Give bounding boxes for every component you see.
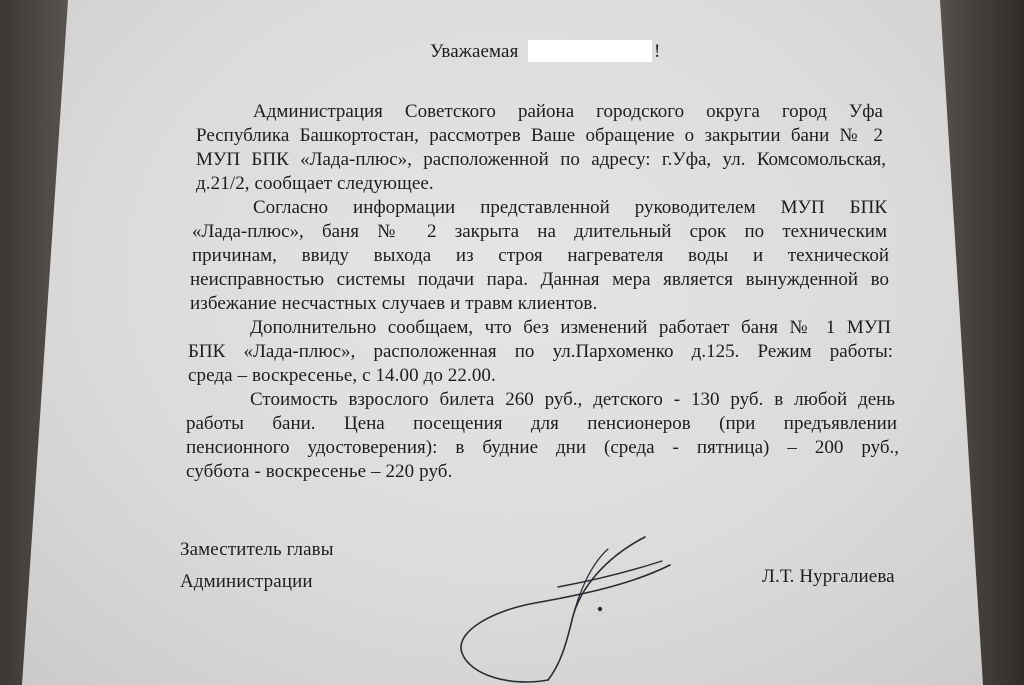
p4-line-1: Стоимость взрослого билета 260 руб., детского - 130 руб. в любой день [250, 389, 895, 410]
p3-line-2: БПК «Лада-плюс», расположенная по ул.Пархоменко д.125. Режим работы: [188, 341, 893, 362]
p2-line-5: избежание несчастных случаев и травм клиентов. [190, 293, 598, 314]
p2-line-1: Согласно информации представленной руководителем МУП БПК [253, 197, 887, 218]
p1-line-1: Администрация Советского района городского округа город Уфа [253, 101, 883, 122]
signatory-name: Л.Т. Нургалиева [762, 566, 895, 587]
p3-line-1: Дополнительно сообщаем, что без изменений работает баня № 1 МУП [250, 317, 891, 338]
p2-line-3: причинам, ввиду выхода из строя нагревателя воды и технической [192, 245, 889, 266]
p1-line-4: д.21/2, сообщает следующее. [196, 173, 434, 194]
greeting-start: Уважаемая [430, 41, 519, 62]
p1-line-3: МУП БПК «Лада-плюс», расположенной по адресу: г.Уфа, ул. Комсомольская, [196, 149, 886, 170]
p2-line-2: «Лада-плюс», баня № 2 закрыта на длительный срок по техническим [192, 221, 887, 242]
greeting-end: ! [654, 41, 661, 62]
signatory-title-line-1: Заместитель главы [180, 539, 334, 560]
p1-line-2: Республика Башкортостан, рассмотрев Ваше обращение о закрытии бани № 2 [196, 125, 883, 146]
p4-line-3: пенсионного удостоверения): в будние дни (среда - пятница) – 200 руб., [186, 437, 899, 458]
signatory-title-line-2: Администрации [180, 571, 313, 592]
p2-line-4: неисправностью системы подачи пара. Данная мера является вынужденной во [190, 269, 889, 290]
redacted-name [528, 40, 652, 62]
p4-line-2: работы бани. Цена посещения для пенсионеров (при предъявлении [186, 413, 897, 434]
handwritten-signature [440, 525, 680, 685]
p3-line-3: среда – воскресенье, с 14.00 до 22.00. [188, 365, 496, 386]
p4-line-4: суббота - воскресенье – 220 руб. [186, 461, 453, 482]
